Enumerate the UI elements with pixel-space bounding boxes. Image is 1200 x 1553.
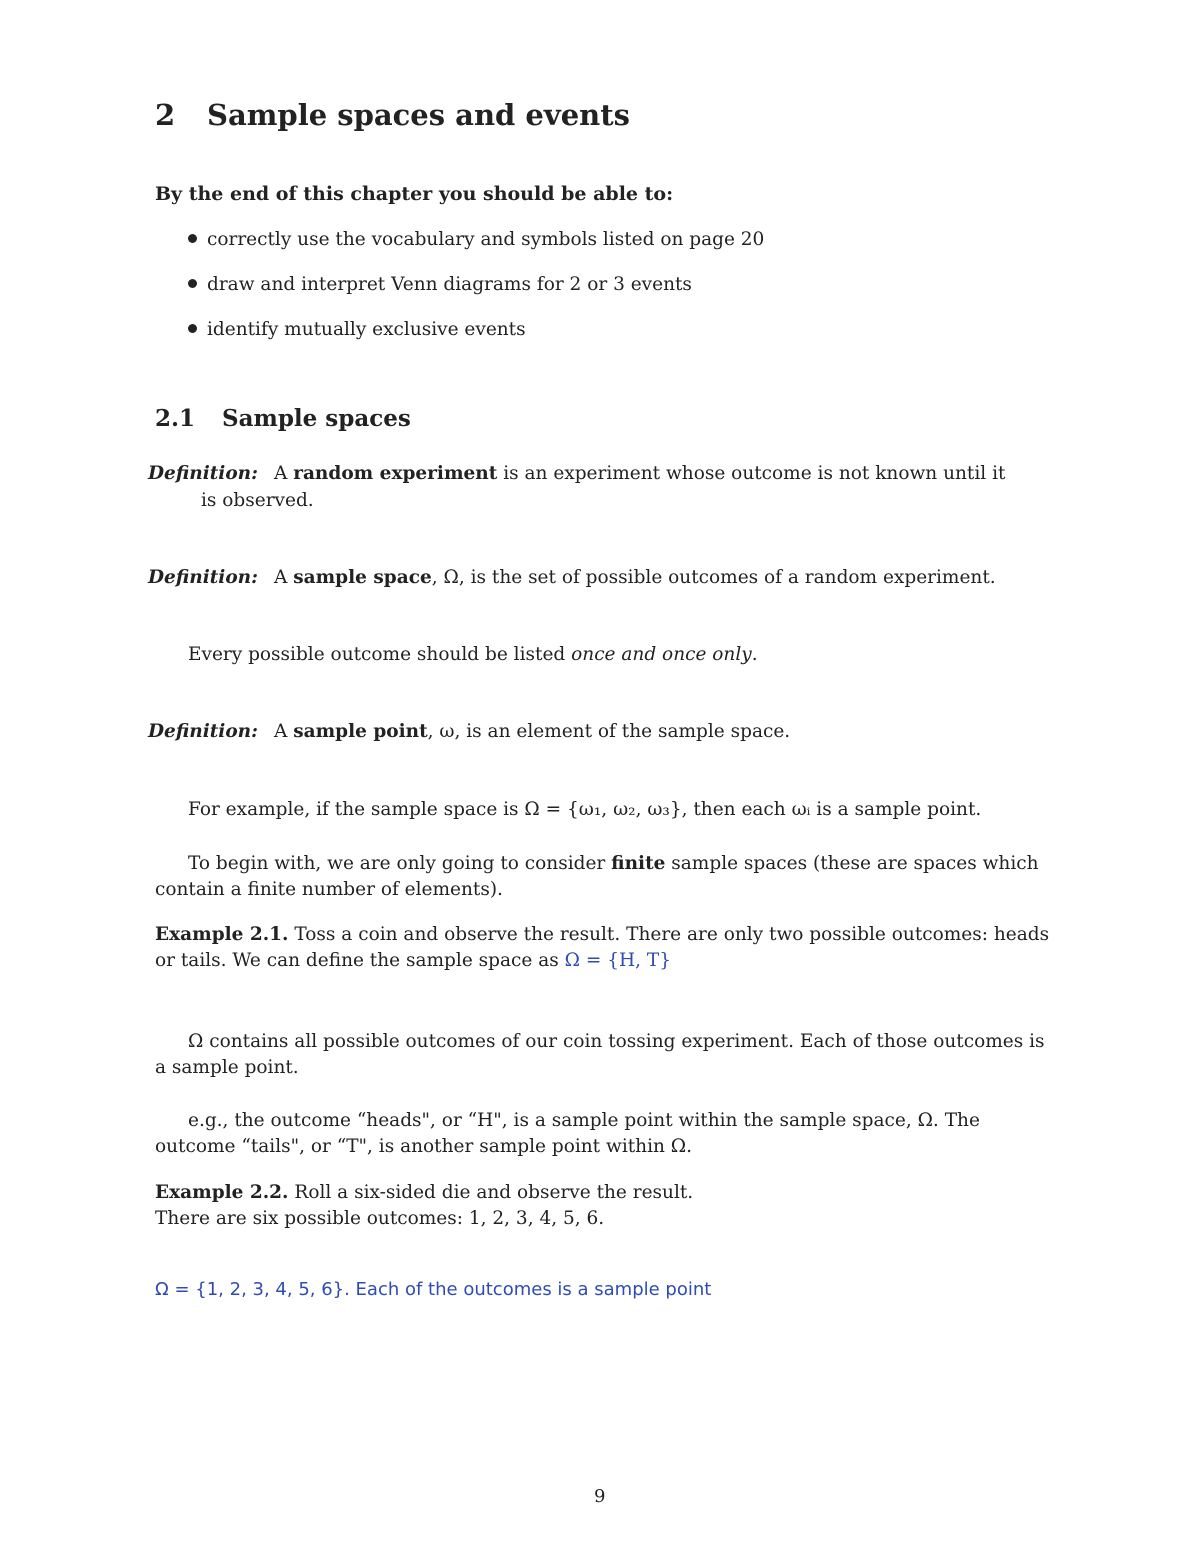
handwritten-annotation: Ω = {H, T} <box>564 950 671 971</box>
emphasis-finite: finite <box>611 853 666 874</box>
paragraph-eg: e.g., the outcome “heads", or “H", is a sample point within the sample space, Ω. The <box>188 1110 980 1131</box>
definition-continuation: is observed. <box>201 490 314 511</box>
definition-term: sample space <box>293 567 432 588</box>
objective-item: draw and interpret Venn diagrams for 2 or 3 events <box>188 274 692 295</box>
example-label: Example 2.2. <box>155 1182 289 1203</box>
definition-label: Definition: <box>148 721 258 742</box>
definition-sample-space: Definition: A sample space, Ω, is the set of possible outcomes of a random experiment. <box>148 567 996 588</box>
definition-random-experiment: Definition: A random experiment is an experiment whose outcome is not known until it <box>148 463 1006 484</box>
handwritten-annotation: Ω = {1, 2, 3, 4, 5, 6}. Each of the outcomes is a sample point <box>155 1279 712 1300</box>
note-once-only: Every possible outcome should be listed once and once only. <box>188 644 758 665</box>
objective-item: correctly use the vocabulary and symbols listed on page 20 <box>188 229 764 250</box>
definition-label: Definition: <box>148 463 258 484</box>
page-number: 9 <box>594 1486 606 1507</box>
paragraph-finite: To begin with, we are only going to consider finite sample spaces (these are spaces which <box>188 853 1039 874</box>
paragraph-finite-continuation: contain a finite number of elements). <box>155 879 503 900</box>
section-title: Sample spaces <box>222 405 411 432</box>
chapter-number: 2 <box>155 98 176 132</box>
chapter-heading <box>155 98 630 132</box>
paragraph-eg-continuation: outcome “tails", or “T", is another sample point within Ω. <box>155 1136 693 1157</box>
example-2-1-continuation: or tails. We can define the sample space as Ω = {H, T} <box>155 950 671 971</box>
bullet-icon <box>188 279 197 288</box>
definition-term: sample point <box>293 721 428 742</box>
emphasis: once and once only <box>571 644 752 665</box>
example-2-1: Example 2.1. Toss a coin and observe the result. There are only two possible outcomes: heads <box>155 924 1050 945</box>
section-number: 2.1 <box>155 405 196 432</box>
objective-item: identify mutually exclusive events <box>188 319 526 340</box>
objectives-lead: By the end of this chapter you should be able to: <box>155 183 674 205</box>
paragraph-omega: Ω contains all possible outcomes of our coin tossing experiment. Each of those outcomes is <box>188 1031 1045 1052</box>
bullet-icon <box>188 324 197 333</box>
definition-term: random experiment <box>293 463 498 484</box>
example-2-2: Example 2.2. Roll a six-sided die and observe the result. <box>155 1182 694 1203</box>
definition-sample-point: Definition: A sample point, ω, is an element of the sample space. <box>148 721 791 742</box>
example-label: Example 2.1. <box>155 924 289 945</box>
definition-label: Definition: <box>148 567 258 588</box>
example-2-2-continuation: There are six possible outcomes: 1, 2, 3, 4, 5, 6. <box>155 1208 605 1229</box>
paragraph-sample-point-example: For example, if the sample space is Ω = {ω₁, ω₂, ω₃}, then each ωᵢ is a sample point. <box>188 799 982 820</box>
paragraph-omega-continuation: a sample point. <box>155 1057 299 1078</box>
section-heading <box>155 405 411 432</box>
bullet-icon <box>188 234 197 243</box>
chapter-title: Sample spaces and events <box>207 98 630 132</box>
